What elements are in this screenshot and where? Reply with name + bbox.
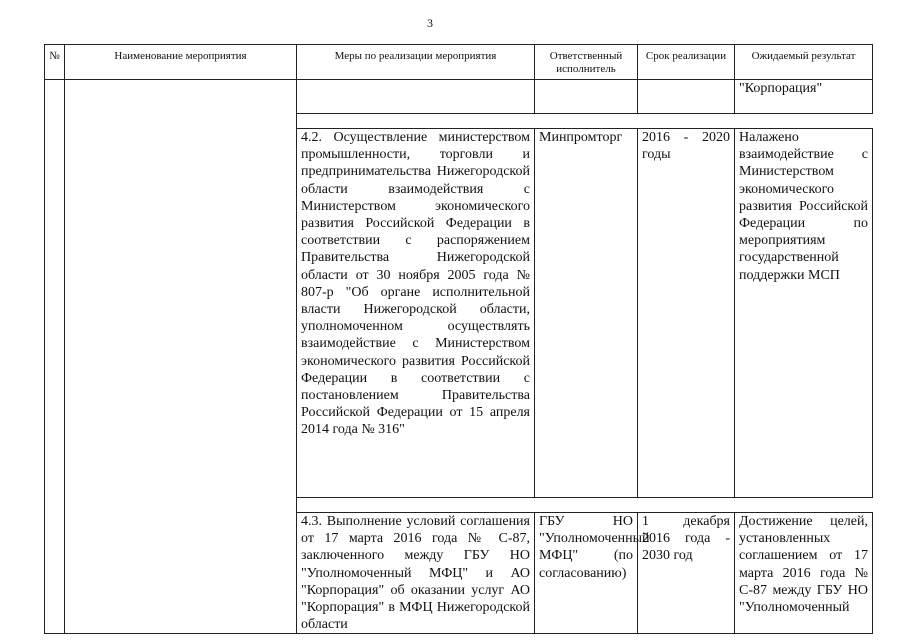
header-result: Ожидаемый результат <box>735 45 873 80</box>
table-row <box>45 80 873 114</box>
header-term: Срок реализации <box>638 45 735 80</box>
responsible-cell: ГБУ НО "Уполномоченный МФЦ" (по согласованию) <box>535 513 638 634</box>
term-cell: 1 декабря 2016 года - 2030 год <box>638 513 735 634</box>
responsible-cell <box>535 80 638 114</box>
header-responsible: Ответственный исполнитель <box>535 45 638 80</box>
result-cell: "Корпорация" <box>735 80 873 114</box>
header-num: № <box>45 45 65 80</box>
term-cell: 2016 - 2020 годы <box>638 129 735 498</box>
result-cell: Достижение целей, установленных соглашением от 17 марта 2016 года № С-87 между ГБУ НО "Уполномоченный <box>735 513 873 634</box>
table-header-row <box>45 45 873 80</box>
name-cell <box>65 80 297 634</box>
term-cell <box>638 80 735 114</box>
header-name: Наименование мероприятия <box>65 45 297 80</box>
page-number: 3 <box>427 16 433 30</box>
measure-cell: 4.3. Выполнение условий соглашения от 17 марта 2016 года № С-87, заключенного между ГБУ НО "Уполномоченный МФЦ" и АО "Корпорация" об оказании услуг АО "Корпорация" в МФЦ Нижегородской области <box>297 513 535 634</box>
measures-table <box>44 44 873 634</box>
measure-cell: 4.2. Осуществление министерством промышленности, торговли и предпринимательства Нижегородской области взаимодействия с Министерством экономического развития Российской Федерации в соответствии с распоряжением Правительства Нижегородской области от 30 ноября 2005 года № 807-р "Об органе исполнительной власти Нижегородской области, уполномоченном осуществлять взаимодействие с Министерством экономического развития Российской Федерации в соответствии с постановлением Правительства Российской Федерации от 15 апреля 2014 года № 316" <box>297 129 535 498</box>
responsible-cell: Минпромторг <box>535 129 638 498</box>
header-measures: Меры по реализации мероприятия <box>297 45 535 80</box>
result-cell: Налажено взаимодействие с Министерством экономического развития Российской Федерации по мероприятиям государственной поддержки МСП <box>735 129 873 498</box>
measure-cell <box>297 80 535 114</box>
num-cell <box>45 80 65 634</box>
